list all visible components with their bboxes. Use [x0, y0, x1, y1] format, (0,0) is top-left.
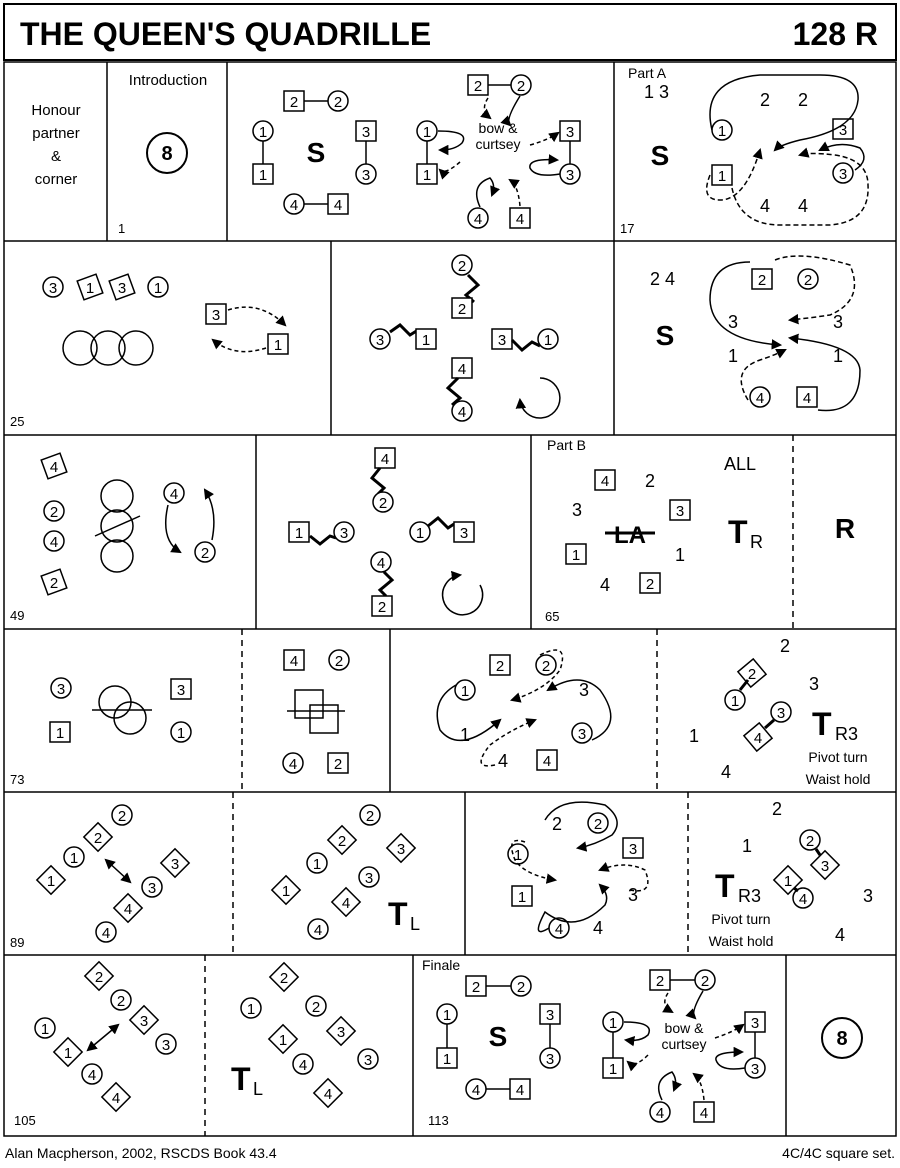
svg-text:Pivot turn: Pivot turn [711, 911, 771, 927]
svg-text:1: 1 [40, 1021, 50, 1038]
svg-text:Waist hold: Waist hold [805, 771, 871, 787]
svg-text:4: 4 [123, 901, 133, 918]
svg-text:2: 2 [116, 993, 126, 1010]
svg-text:1: 1 [717, 168, 727, 185]
svg-text:T: T [812, 706, 832, 742]
svg-text:3: 3 [627, 885, 639, 905]
svg-text:3: 3 [339, 525, 349, 542]
svg-text:3: 3 [361, 124, 371, 141]
svg-text:1: 1 [608, 1015, 618, 1032]
svg-text:4: 4 [497, 751, 509, 771]
svg-text:1: 1 [246, 1001, 256, 1018]
cell-73-turn [689, 636, 870, 787]
svg-text:3: 3 [808, 674, 820, 694]
svg-text:4: 4 [323, 1086, 333, 1103]
svg-text:2: 2 [655, 973, 665, 990]
svg-text:1: 1 [55, 725, 65, 742]
svg-text:4: 4 [169, 486, 179, 503]
svg-text:2: 2 [495, 658, 505, 675]
turn-t: T [728, 514, 748, 550]
svg-text:3: 3 [750, 1061, 760, 1078]
svg-text:1: 1 [513, 847, 523, 864]
set-formation-intro [253, 91, 376, 214]
svg-text:2: 2 [700, 973, 710, 990]
svg-text:3: 3 [838, 166, 848, 183]
svg-text:2: 2 [333, 756, 343, 773]
svg-text:4: 4 [699, 1105, 709, 1122]
bow-line-1: bow & [478, 120, 518, 136]
svg-text:3: 3 [364, 870, 374, 887]
svg-text:4: 4 [515, 1082, 525, 1099]
svg-text:2: 2 [805, 833, 815, 850]
svg-text:3: 3 [571, 500, 583, 520]
svg-text:1: 1 [517, 889, 527, 906]
part-b-label: Part B [547, 437, 586, 453]
cell-part-b [545, 437, 855, 624]
final-bars: 8 [836, 1028, 848, 1050]
cell-25-reel [10, 274, 288, 429]
svg-text:2: 2 [279, 970, 289, 987]
svg-text:3: 3 [336, 1024, 346, 1041]
svg-text:2: 2 [516, 78, 526, 95]
svg-text:1: 1 [459, 725, 471, 745]
svg-text:4: 4 [599, 575, 611, 595]
svg-text:4: 4 [473, 211, 483, 228]
cell-89-swirl [508, 802, 648, 938]
svg-text:bow &: bow & [664, 1020, 704, 1036]
svg-text:4: 4 [457, 404, 467, 421]
svg-text:1: 1 [258, 124, 268, 141]
honour-line-3: & [50, 148, 62, 165]
svg-text:2: 2 [473, 78, 483, 95]
svg-text:3: 3 [628, 841, 638, 858]
svg-text:1: 1 [608, 1061, 618, 1078]
header [4, 4, 896, 60]
svg-text:4: 4 [471, 1082, 481, 1099]
svg-text:3: 3 [170, 856, 180, 873]
couples-24: 2 4 [650, 269, 676, 289]
svg-text:3: 3 [838, 122, 848, 139]
svg-text:1: 1 [460, 683, 470, 700]
svg-text:4: 4 [111, 1090, 121, 1107]
cell-105-turn-left [231, 963, 378, 1107]
svg-text:3: 3 [578, 680, 590, 700]
svg-text:4: 4 [753, 730, 763, 747]
svg-text:2: 2 [471, 979, 481, 996]
svg-text:R3: R3 [738, 886, 762, 906]
svg-text:3: 3 [497, 332, 507, 349]
svg-text:3: 3 [396, 841, 406, 858]
svg-text:3: 3 [211, 307, 221, 324]
svg-text:2: 2 [593, 816, 603, 833]
cell-finale-set [422, 957, 560, 1128]
svg-text:1: 1 [415, 525, 425, 542]
svg-text:3: 3 [361, 167, 371, 184]
svg-text:2: 2 [516, 979, 526, 996]
svg-text:4: 4 [457, 361, 467, 378]
svg-text:4: 4 [797, 196, 809, 216]
svg-text:1: 1 [571, 547, 581, 564]
all-label: ALL [723, 454, 757, 474]
svg-text:1: 1 [543, 332, 553, 349]
set-label: S [306, 137, 326, 168]
bar-number-1: 1 [118, 221, 126, 236]
svg-text:2: 2 [377, 599, 387, 616]
svg-text:3: 3 [459, 525, 469, 542]
svg-text:4: 4 [759, 196, 771, 216]
cell-73-swirl [437, 650, 611, 771]
cell-25-lines [370, 255, 560, 421]
svg-text:1: 1 [258, 167, 268, 184]
svg-text:4: 4 [542, 753, 552, 770]
svg-text:1: 1 [783, 873, 793, 890]
svg-text:2: 2 [757, 272, 767, 289]
cell-73-setpass [10, 678, 191, 787]
svg-text:1: 1 [688, 726, 700, 746]
cell-49-lines [289, 448, 483, 616]
bow-line-2: curtsey [475, 136, 521, 152]
svg-text:1: 1 [294, 525, 304, 542]
svg-text:4: 4 [101, 925, 111, 942]
svg-text:4: 4 [289, 653, 299, 670]
svg-text:4: 4 [798, 891, 808, 908]
svg-text:1: 1 [281, 883, 291, 900]
svg-text:4: 4 [720, 762, 732, 782]
svg-text:2: 2 [49, 575, 59, 592]
svg-text:2: 2 [779, 636, 791, 656]
svg-text:3: 3 [545, 1007, 555, 1024]
svg-text:1: 1 [730, 693, 740, 710]
svg-text:1: 1 [741, 836, 753, 856]
svg-text:1: 1 [442, 1007, 452, 1024]
svg-text:3: 3 [862, 886, 874, 906]
svg-text:2: 2 [94, 969, 104, 986]
svg-text:1: 1 [717, 123, 727, 140]
cell-89-diagonal [10, 805, 189, 950]
svg-text:3: 3 [675, 503, 685, 520]
svg-text:1: 1 [312, 856, 322, 873]
svg-text:2: 2 [200, 545, 210, 562]
dance-code: 128 R [792, 16, 878, 52]
svg-text:4: 4 [600, 473, 610, 490]
bar-number-89: 89 [10, 935, 25, 950]
intro-bars: 8 [161, 143, 173, 165]
part-a-label: Part A [628, 65, 667, 81]
svg-text:3: 3 [176, 682, 186, 699]
svg-text:1: 1 [153, 280, 163, 297]
svg-text:S: S [655, 320, 675, 351]
bar-number-65: 65 [545, 609, 560, 624]
svg-text:L: L [410, 914, 421, 934]
svg-text:1: 1 [85, 280, 95, 297]
svg-text:1: 1 [422, 167, 432, 184]
svg-text:R3: R3 [835, 724, 859, 744]
bar-number-113: 113 [428, 1113, 449, 1128]
svg-text:2: 2 [333, 94, 343, 111]
part-a-couples: 1 3 [644, 82, 670, 102]
svg-text:1: 1 [176, 725, 186, 742]
svg-text:4: 4 [289, 197, 299, 214]
svg-text:4: 4 [288, 756, 298, 773]
svg-text:T: T [715, 868, 735, 904]
cell-final-bars [822, 1018, 862, 1058]
svg-text:1: 1 [422, 124, 432, 141]
svg-text:2: 2 [49, 504, 59, 521]
svg-text:1: 1 [278, 1032, 288, 1049]
svg-text:L: L [253, 1079, 264, 1099]
svg-text:1: 1 [273, 337, 283, 354]
reel-label: R [834, 513, 856, 544]
svg-text:4: 4 [49, 459, 59, 476]
svg-text:Pivot turn: Pivot turn [808, 749, 868, 765]
svg-text:2: 2 [378, 495, 388, 512]
svg-text:3: 3 [117, 280, 127, 297]
part-a-set: S [650, 140, 670, 171]
credit-text: Alan Macpherson, 2002, RSCDS Book 43.4 [5, 1145, 277, 1161]
svg-text:1: 1 [727, 346, 739, 366]
svg-text:3: 3 [832, 312, 844, 332]
bar-number-49: 49 [10, 608, 25, 623]
svg-text:3: 3 [565, 124, 575, 141]
svg-text:1: 1 [442, 1051, 452, 1068]
svg-text:4: 4 [802, 390, 812, 407]
svg-text:4: 4 [87, 1067, 97, 1084]
svg-text:3: 3 [820, 858, 830, 875]
svg-text:4: 4 [313, 922, 323, 939]
svg-text:3: 3 [375, 332, 385, 349]
svg-text:curtsey: curtsey [661, 1036, 707, 1052]
svg-text:S: S [488, 1021, 508, 1052]
cell-73-box [283, 650, 349, 773]
svg-text:3: 3 [545, 1051, 555, 1068]
svg-text:4: 4 [376, 555, 386, 572]
svg-text:2: 2 [747, 666, 757, 683]
cell-89-turn-left [272, 805, 420, 939]
honour-line-4: corner [34, 171, 78, 188]
svg-text:3: 3 [565, 167, 575, 184]
svg-text:2: 2 [93, 830, 103, 847]
svg-text:2: 2 [457, 258, 467, 275]
svg-text:4: 4 [755, 390, 765, 407]
honour-line-1: Honour [31, 102, 81, 119]
svg-text:2: 2 [645, 576, 655, 593]
svg-text:4: 4 [333, 197, 343, 214]
bar-number-105: 105 [14, 1113, 36, 1128]
bar-number-17: 17 [620, 221, 635, 236]
svg-text:2: 2 [759, 90, 771, 110]
dance-title: THE QUEEN'S QUADRILLE [20, 16, 432, 52]
cell-105-diagonal [14, 962, 176, 1128]
svg-text:2: 2 [803, 272, 813, 289]
svg-text:2: 2 [797, 90, 809, 110]
svg-text:2: 2 [289, 94, 299, 111]
svg-text:4: 4 [380, 451, 390, 468]
svg-text:3: 3 [727, 312, 739, 332]
svg-text:3: 3 [750, 1015, 760, 1032]
svg-text:2: 2 [644, 471, 656, 491]
bar-number-73: 73 [10, 772, 25, 787]
svg-text:2: 2 [457, 301, 467, 318]
svg-text:4: 4 [554, 921, 564, 938]
svg-text:T: T [231, 1061, 251, 1097]
svg-text:1: 1 [421, 332, 431, 349]
svg-text:4: 4 [515, 211, 525, 228]
turn-sub: R [750, 532, 763, 552]
svg-text:4: 4 [592, 918, 604, 938]
svg-text:T: T [388, 896, 408, 932]
svg-text:2: 2 [365, 808, 375, 825]
intro-label: Introduction [128, 72, 208, 89]
svg-text:2: 2 [771, 799, 783, 819]
cell-honour [31, 102, 80, 188]
svg-text:3: 3 [161, 1037, 171, 1054]
svg-text:1: 1 [69, 850, 79, 867]
svg-text:2: 2 [337, 833, 347, 850]
bow-curtsey-intro [417, 75, 580, 228]
svg-text:1: 1 [63, 1045, 73, 1062]
cell-finale-bow [603, 970, 765, 1122]
footer [5, 1145, 895, 1161]
svg-text:2: 2 [334, 653, 344, 670]
svg-text:3: 3 [363, 1052, 373, 1069]
svg-text:2: 2 [117, 808, 127, 825]
honour-line-2: partner [32, 125, 80, 142]
cell-49-reel [10, 453, 215, 623]
svg-text:4: 4 [298, 1057, 308, 1074]
formation-text: 4C/4C square set. [782, 1145, 895, 1161]
svg-text:2: 2 [551, 814, 563, 834]
svg-text:1: 1 [674, 545, 686, 565]
svg-text:4: 4 [341, 895, 351, 912]
svg-text:3: 3 [139, 1013, 149, 1030]
cell-89-turn [709, 799, 873, 949]
svg-text:3: 3 [577, 726, 587, 743]
la-label: LA [614, 522, 646, 549]
svg-text:1: 1 [832, 346, 844, 366]
cell-25-set24 [650, 256, 860, 411]
svg-text:2: 2 [311, 999, 321, 1016]
svg-text:3: 3 [56, 681, 66, 698]
cell-part-a [620, 65, 868, 236]
svg-text:Waist hold: Waist hold [708, 933, 774, 949]
svg-text:3: 3 [48, 280, 58, 297]
svg-text:3: 3 [147, 880, 157, 897]
finale-label: Finale [422, 957, 461, 973]
cell-introduction [118, 72, 207, 236]
svg-text:4: 4 [655, 1105, 665, 1122]
svg-text:2: 2 [541, 658, 551, 675]
svg-text:4: 4 [834, 925, 846, 945]
bar-number-25: 25 [10, 414, 25, 429]
svg-text:3: 3 [776, 705, 786, 722]
svg-text:1: 1 [46, 873, 56, 890]
svg-text:4: 4 [49, 534, 59, 551]
